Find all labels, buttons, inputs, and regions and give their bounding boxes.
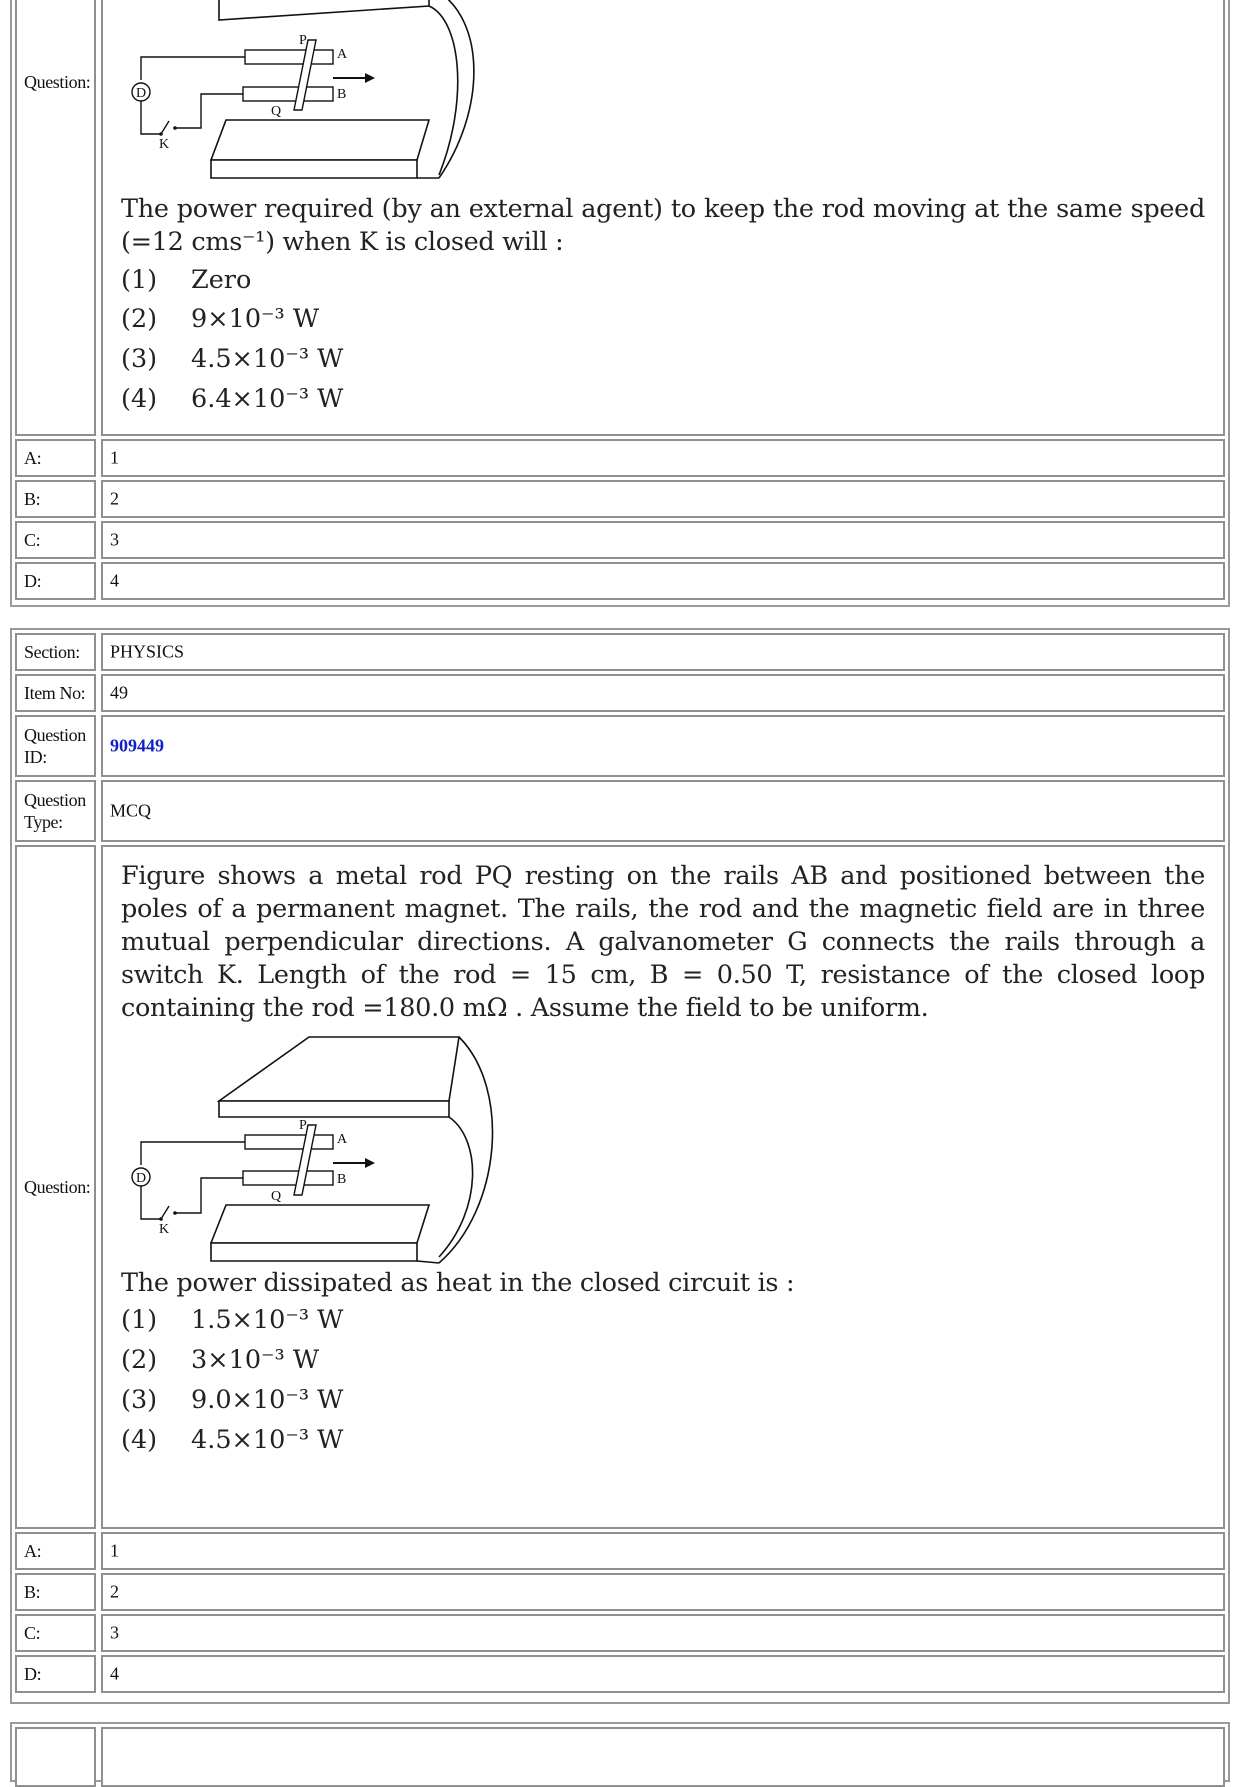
section-row bbox=[15, 1727, 1225, 1787]
question-content-cell bbox=[101, 0, 1225, 436]
question-id-value: 909449 bbox=[110, 735, 164, 756]
diagram-label-a: A bbox=[337, 47, 348, 62]
option-4: (4) 4.5×10⁻³ W bbox=[121, 1425, 344, 1455]
diagram-label-q: Q bbox=[271, 104, 282, 119]
question-id-row bbox=[15, 715, 1225, 777]
answer-c-value: 3 bbox=[110, 529, 119, 550]
rail-magnet-diagram bbox=[121, 1029, 581, 1269]
answer-row-a bbox=[15, 439, 1225, 477]
answer-row-d bbox=[15, 1655, 1225, 1693]
question-label-cell bbox=[15, 0, 96, 436]
question-content-cell bbox=[101, 845, 1225, 1529]
diagram-label-q: Q bbox=[271, 1189, 282, 1204]
rail-magnet-diagram bbox=[121, 0, 581, 184]
question-stem: Figure shows a metal rod PQ resting on the rails AB and positioned between the poles of a permanent magnet. The rails, the rod and the magnetic field are in three mutual perpendicular directions. A galvanometer G connects the rails through a switch K. Length of the rod = 15 cm, B = 0.50 T, resistance of the closed loop containing the rod =180.0 mΩ . Assume the field to be uniform. bbox=[121, 861, 1205, 1023]
diagram-label-a: A bbox=[337, 1132, 348, 1147]
answer-d-value: 4 bbox=[110, 570, 119, 591]
option-4: (4) 6.4×10⁻³ W bbox=[121, 384, 344, 414]
answer-d-label: D: bbox=[24, 1664, 42, 1684]
option-2: (2) 9×10⁻³ W bbox=[121, 304, 320, 334]
item-no-row bbox=[15, 674, 1225, 712]
answer-c-value: 3 bbox=[110, 1622, 119, 1643]
question-card-50-partial bbox=[10, 1722, 1230, 1782]
diagram-label-p: P bbox=[299, 1118, 307, 1133]
answer-b-label: B: bbox=[24, 489, 41, 509]
answer-b-label: B: bbox=[24, 1582, 41, 1602]
question-row bbox=[15, 845, 1225, 1529]
question-stem-2: The power dissipated as heat in the closed circuit is : bbox=[121, 1268, 795, 1298]
answer-b-value: 2 bbox=[110, 488, 119, 509]
section-row bbox=[15, 633, 1225, 671]
section-label: Section: bbox=[24, 642, 80, 662]
answer-a-label: A: bbox=[24, 448, 42, 468]
question-type-value: MCQ bbox=[110, 800, 152, 821]
answer-c-label: C: bbox=[24, 530, 41, 550]
question-content bbox=[121, 847, 1205, 1527]
question-label: Question: bbox=[24, 1177, 91, 1197]
question-card-48 bbox=[10, 0, 1230, 607]
option-1: (1) Zero bbox=[121, 265, 252, 295]
option-1: (1) 1.5×10⁻³ W bbox=[121, 1305, 344, 1335]
diagram-label-b: B bbox=[337, 87, 347, 102]
answer-a-value: 1 bbox=[110, 447, 119, 468]
question-type-label: Question Type: bbox=[24, 790, 86, 832]
diagram-label-b: B bbox=[337, 1172, 347, 1187]
answer-row-a bbox=[15, 1532, 1225, 1570]
diagram-label-p: P bbox=[299, 33, 307, 48]
question-type-row bbox=[15, 780, 1225, 842]
question-card-49 bbox=[10, 628, 1230, 1704]
question-row bbox=[15, 0, 1225, 436]
item-no-value: 49 bbox=[110, 682, 128, 703]
diagram-label-d: D bbox=[136, 1171, 147, 1186]
diagram-label-k: K bbox=[159, 137, 170, 152]
diagram-label-k: K bbox=[159, 1222, 170, 1237]
answer-row-c bbox=[15, 521, 1225, 559]
answer-d-value: 4 bbox=[110, 1663, 119, 1684]
answer-row-b bbox=[15, 480, 1225, 518]
option-3: (3) 9.0×10⁻³ W bbox=[121, 1385, 344, 1415]
question-stem: The power required (by an external agent) to keep the rod moving at the same speed (=12 cms⁻¹) when K is closed will : bbox=[121, 194, 1205, 257]
answer-row-d bbox=[15, 562, 1225, 600]
answer-row-c bbox=[15, 1614, 1225, 1652]
answer-c-label: C: bbox=[24, 1623, 41, 1643]
question-label: Question: bbox=[24, 72, 91, 92]
section-value: PHYSICS bbox=[110, 641, 185, 662]
option-2: (2) 3×10⁻³ W bbox=[121, 1345, 320, 1375]
answer-a-value: 1 bbox=[110, 1540, 119, 1561]
answer-a-label: A: bbox=[24, 1541, 42, 1561]
item-no-label: Item No: bbox=[24, 683, 86, 703]
answer-b-value: 2 bbox=[110, 1581, 119, 1602]
diagram-label-d: D bbox=[136, 86, 147, 101]
question-content bbox=[121, 0, 1205, 434]
answer-row-b bbox=[15, 1573, 1225, 1611]
question-id-label: Question ID: bbox=[24, 725, 86, 767]
option-3: (3) 4.5×10⁻³ W bbox=[121, 344, 344, 374]
answer-d-label: D: bbox=[24, 571, 42, 591]
question-label-cell bbox=[15, 845, 96, 1529]
